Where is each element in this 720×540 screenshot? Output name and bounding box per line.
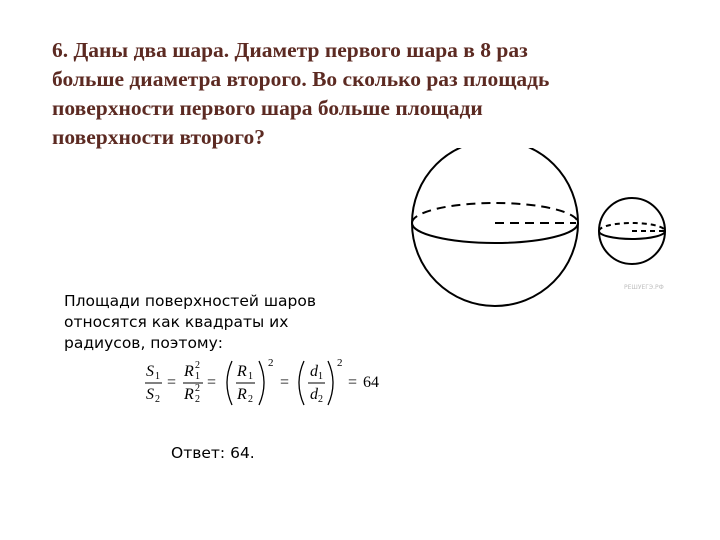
large-sphere <box>412 148 578 306</box>
problem-statement <box>52 36 652 152</box>
small-sphere <box>599 198 665 264</box>
formula-index: 2 <box>155 394 160 405</box>
fraction-s1-s2 <box>145 363 162 405</box>
formula-symbol: d <box>310 363 318 380</box>
formula-index: 1 <box>155 371 160 382</box>
equals-sign: = <box>167 374 177 391</box>
solution-line: Площади поверхностей шаров <box>64 292 317 310</box>
formula-symbol: R <box>184 386 194 403</box>
formula-index: 2 <box>248 394 253 405</box>
problem-line: больше диаметра второго. Во сколько раз площадь <box>52 67 550 91</box>
formula-index: 2 <box>318 394 323 405</box>
solution-line: относятся как квадраты их <box>64 313 289 331</box>
problem-line: 6. Даны два шара. Диаметр первого шара в 8 раз <box>52 38 528 62</box>
formula-exponent: 2 <box>337 357 343 369</box>
large-sphere-equator-front <box>412 223 578 243</box>
formula-index: 1 <box>318 371 323 382</box>
formula-index: 2 <box>195 394 200 405</box>
large-sphere-outline <box>412 148 578 306</box>
formula-exponent: 2 <box>195 360 200 371</box>
answer: Ответ: 64. <box>171 444 255 462</box>
problem-line: поверхности первого шара больше площади <box>52 96 483 120</box>
fraction-d1-d2-squared <box>299 357 343 405</box>
fraction-r1-r2-squared <box>227 357 274 405</box>
formula-index: 1 <box>195 371 200 382</box>
formula-symbol: S <box>146 386 154 403</box>
formula-symbol: S <box>146 363 154 380</box>
large-sphere-equator-back <box>412 203 578 223</box>
formula <box>144 355 384 410</box>
solution-explanation <box>64 291 394 354</box>
formula-result: 64 <box>363 374 379 391</box>
formula-index: 1 <box>248 371 253 382</box>
small-sphere-equator-back <box>599 223 665 231</box>
formula-symbol: R <box>237 363 247 380</box>
solution-line: радиусов, поэтому: <box>64 334 224 352</box>
equals-sign: = <box>348 374 358 391</box>
watermark: РЕШУЕГЭ.РФ <box>624 284 664 291</box>
formula-exponent: 2 <box>195 383 200 394</box>
problem-line: поверхности второго? <box>52 125 266 149</box>
formula-symbol: R <box>237 386 247 403</box>
small-sphere-equator-front <box>599 231 665 239</box>
spheres-figure <box>400 148 675 310</box>
fraction-r1sq-r2sq <box>183 360 203 405</box>
equals-sign: = <box>207 374 217 391</box>
equals-sign: = <box>280 374 290 391</box>
formula-symbol: d <box>310 386 318 403</box>
formula-symbol: R <box>184 363 194 380</box>
formula-exponent: 2 <box>268 357 274 369</box>
